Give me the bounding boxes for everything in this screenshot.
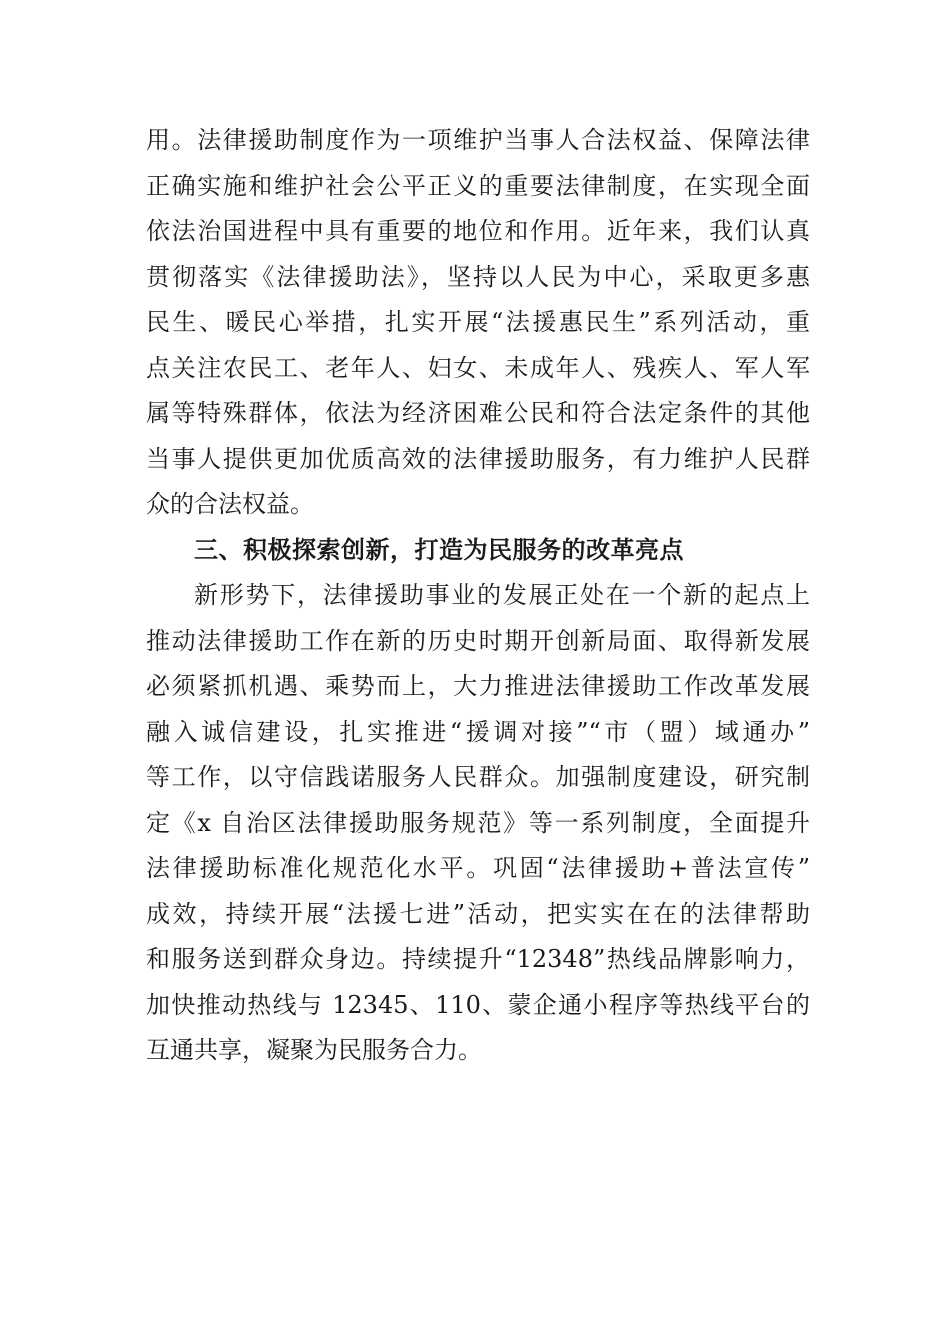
section-heading: 三、积极探索创新，打造为民服务的改革亮点 bbox=[194, 535, 684, 564]
paragraph-2-line: 必须紧抓机遇、乘势而上，大力推进法律援助工作改革发展 bbox=[146, 672, 810, 700]
paragraph-1-line: 正确实施和维护社会公平正义的重要法律制度，在实现全面 bbox=[146, 171, 810, 200]
paragraph-1-line: 用。法律援助制度作为一项维护当事人合法权益、保障法律 bbox=[146, 126, 810, 154]
paragraph-1-line: 依法治国进程中具有重要的地位和作用。近年来，我们认真 bbox=[146, 217, 810, 245]
paragraph-2-line: 法律援助标准化规范化水平。巩固“法律援助+普法宣传” bbox=[146, 854, 810, 882]
paragraph-1-line: 众的合法权益。 bbox=[146, 490, 314, 518]
paragraph-2-line: 加快推动热线与 12345、110、蒙企通小程序等热线平台的 bbox=[146, 990, 810, 1019]
paragraph-2 bbox=[146, 573, 810, 1074]
paragraph-1-line: 贯彻落实《法律援助法》，坚持以人民为中心，采取更多惠 bbox=[146, 262, 810, 291]
paragraph-1-line: 当事人提供更加优质高效的法律援助服务，有力维护人民群 bbox=[146, 444, 810, 473]
paragraph-1-line: 民生、暖民心举措，扎实开展“法援惠民生”系列活动，重 bbox=[146, 308, 810, 336]
body-text bbox=[146, 118, 810, 1074]
paragraph-2-line: 新形势下，法律援助事业的发展正处在一个新的起点上 bbox=[194, 581, 810, 609]
paragraph-2-line: 定《x 自治区法律援助服务规范》等一系列制度，全面提升 bbox=[146, 808, 810, 837]
paragraph-1-line: 点关注农民工、老年人、妇女、未成年人、残疾人、军人军 bbox=[146, 353, 810, 382]
paragraph-1 bbox=[146, 118, 810, 528]
paragraph-2-line: 等工作，以守信践诺服务人民群众。加强制度建设，研究制 bbox=[146, 763, 810, 791]
paragraph-2-line: 推动法律援助工作在新的历史时期开创新局面、取得新发展 bbox=[146, 626, 810, 655]
paragraph-2-line: 成效，持续开展“法援七进”活动，把实实在在的法律帮助 bbox=[146, 899, 810, 928]
paragraph-2-line: 融入诚信建设，扎实推进“援调对接”“市（盟）域通办” bbox=[146, 717, 810, 746]
paragraph-1-line: 属等特殊群体，依法为经济困难公民和符合法定条件的其他 bbox=[146, 399, 810, 427]
paragraph-2-line: 互通共享，凝聚为民服务合力。 bbox=[146, 1036, 482, 1064]
paragraph-2-line: 和服务送到群众身边。持续提升“12348”热线品牌影响力， bbox=[146, 945, 810, 973]
